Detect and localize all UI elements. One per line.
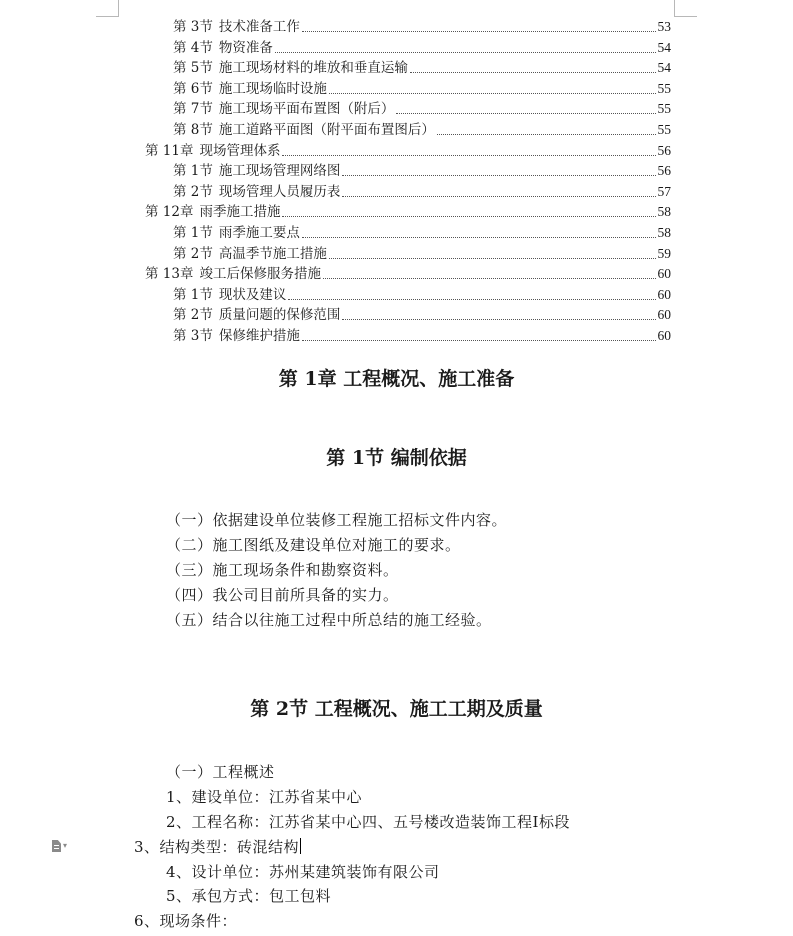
toc-entry[interactable] (173, 244, 671, 264)
toc-entry-number: 第 2节 (173, 246, 213, 262)
list-item: 5、承包方式：包工包料 (166, 887, 332, 905)
toc-entry-title: 高温季节施工措施 (218, 246, 327, 262)
toc-entry-number: 第 1节 (173, 225, 213, 241)
toc-entry-number: 第 11章 (145, 143, 194, 159)
toc-leader-dots (288, 299, 655, 300)
toc-entry-title: 竣工后保修服务措施 (199, 266, 321, 282)
toc-leader-dots (437, 134, 656, 135)
list-item: （一）依据建设单位装修工程施工招标文件内容。 (166, 511, 508, 529)
chevron-down-icon: ▾ (63, 841, 68, 850)
toc-leader-dots (282, 216, 655, 217)
toc-entry[interactable] (173, 182, 671, 202)
list-item: 2、工程名称：江苏省某中心四、五号楼改造装饰工程Ⅰ标段 (166, 813, 570, 831)
toc-leader-dots (302, 340, 656, 341)
list-item: （一）工程概述 (166, 763, 275, 781)
toc-entry[interactable] (173, 223, 671, 243)
toc-entry[interactable] (173, 161, 671, 181)
toc-leader-dots (396, 113, 655, 114)
document-icon (52, 840, 61, 852)
toc-entry[interactable] (173, 285, 671, 305)
toc-entry-page: 58 (657, 204, 671, 219)
section-heading: 第 1节 编制依据 (326, 447, 467, 469)
toc-entry-title: 雨季施工要点 (218, 225, 300, 241)
toc-entry[interactable] (173, 326, 671, 346)
toc-entry-page: 60 (657, 287, 671, 302)
list-item-text[interactable]: 3、结构类型：砖混结构 (134, 838, 300, 856)
toc-entry-number: 第 13章 (145, 266, 194, 282)
toc-entry-title: 现场管理体系 (199, 143, 281, 159)
toc-entry-title: 施工现场材料的堆放和垂直运输 (218, 60, 408, 76)
list-item: 1、建设单位：江苏省某中心 (166, 788, 363, 806)
toc-leader-dots (342, 175, 655, 176)
toc-entry-page: 60 (657, 328, 671, 343)
toc-entry-title: 保修维护措施 (218, 328, 300, 344)
list-item-with-caret[interactable] (134, 837, 301, 857)
toc-entry-page: 56 (657, 143, 671, 158)
toc-entry-title: 现场管理人员履历表 (218, 184, 341, 200)
toc-entry-page: 60 (657, 266, 671, 281)
toc-entry-number: 第 2节 (173, 184, 213, 200)
toc-entry-number: 第 1节 (173, 287, 213, 303)
section-heading: 第 2节 工程概况、施工工期及质量 (250, 698, 543, 720)
page-corner-mark (674, 0, 697, 17)
toc-entry[interactable] (173, 99, 671, 119)
toc-entry-title: 施工现场平面布置图（附后） (218, 101, 395, 117)
list-item: （二）施工图纸及建设单位对施工的要求。 (166, 536, 461, 554)
toc-entry-number: 第 6节 (173, 81, 213, 97)
toc-entry-title: 施工道路平面图（附平面布置图后） (218, 122, 435, 138)
toc-entry-page: 57 (657, 184, 671, 199)
text-caret (300, 838, 301, 854)
toc-entry-number: 第 12章 (145, 204, 194, 220)
toc-entry-page: 60 (657, 307, 671, 322)
toc-entry-title: 现状及建议 (218, 287, 287, 303)
toc-entry[interactable] (173, 17, 671, 37)
toc-leader-dots (329, 258, 656, 259)
toc-entry[interactable] (145, 141, 671, 161)
chapter-heading: 第 1章 工程概况、施工准备 (278, 368, 515, 390)
toc-entry[interactable] (173, 120, 671, 140)
toc-entry-number: 第 8节 (173, 122, 213, 138)
toc-entry[interactable] (173, 38, 671, 58)
toc-entry-page: 55 (657, 101, 671, 116)
toc-entry-page: 54 (657, 60, 671, 75)
toc-entry-title: 质量问题的保修范围 (218, 307, 341, 323)
toc-entry-page: 56 (657, 163, 671, 178)
toc-entry-number: 第 4节 (173, 40, 213, 56)
toc-entry[interactable] (173, 79, 671, 99)
list-item: （五）结合以往施工过程中所总结的施工经验。 (166, 611, 492, 629)
toc-entry-page: 55 (657, 81, 671, 96)
toc-leader-dots (282, 155, 655, 156)
toc-entry-title: 物资准备 (218, 40, 273, 56)
toc-entry-page: 59 (657, 246, 671, 261)
toc-entry-title: 技术准备工作 (218, 19, 300, 35)
toc-entry-number: 第 3节 (173, 328, 213, 344)
toc-entry-number: 第 7节 (173, 101, 213, 117)
toc-leader-dots (329, 93, 656, 94)
toc-leader-dots (302, 31, 656, 32)
toc-leader-dots (323, 278, 656, 279)
toc-leader-dots (275, 52, 656, 53)
toc-entry-title: 施工现场临时设施 (218, 81, 327, 97)
toc-leader-dots (410, 72, 656, 73)
toc-entry[interactable] (145, 202, 671, 222)
list-item: （四）我公司目前所具备的实力。 (166, 586, 399, 604)
toc-entry-page: 55 (657, 122, 671, 137)
list-item: （三）施工现场条件和勘察资料。 (166, 561, 399, 579)
toc-entry-page: 58 (657, 225, 671, 240)
page-corner-mark (96, 0, 119, 17)
toc-entry-title: 雨季施工措施 (199, 204, 281, 220)
toc-entry-number: 第 2节 (173, 307, 213, 323)
toc-entry-page: 53 (657, 19, 671, 34)
toc-entry-page: 54 (657, 40, 671, 55)
list-item: 4、设计单位：苏州某建筑装饰有限公司 (166, 863, 440, 881)
paragraph-options-button[interactable] (52, 839, 78, 853)
toc-leader-dots (342, 319, 655, 320)
toc-entry[interactable] (173, 305, 671, 325)
toc-entry[interactable] (145, 264, 671, 284)
toc-leader-dots (302, 237, 656, 238)
toc-entry-title: 施工现场管理网络图 (218, 163, 341, 179)
list-item: 6、现场条件： (134, 912, 238, 930)
toc-entry-number: 第 5节 (173, 60, 213, 76)
toc-entry-number: 第 3节 (173, 19, 213, 35)
toc-leader-dots (342, 196, 655, 197)
toc-entry-number: 第 1节 (173, 163, 213, 179)
toc-entry[interactable] (173, 58, 671, 78)
